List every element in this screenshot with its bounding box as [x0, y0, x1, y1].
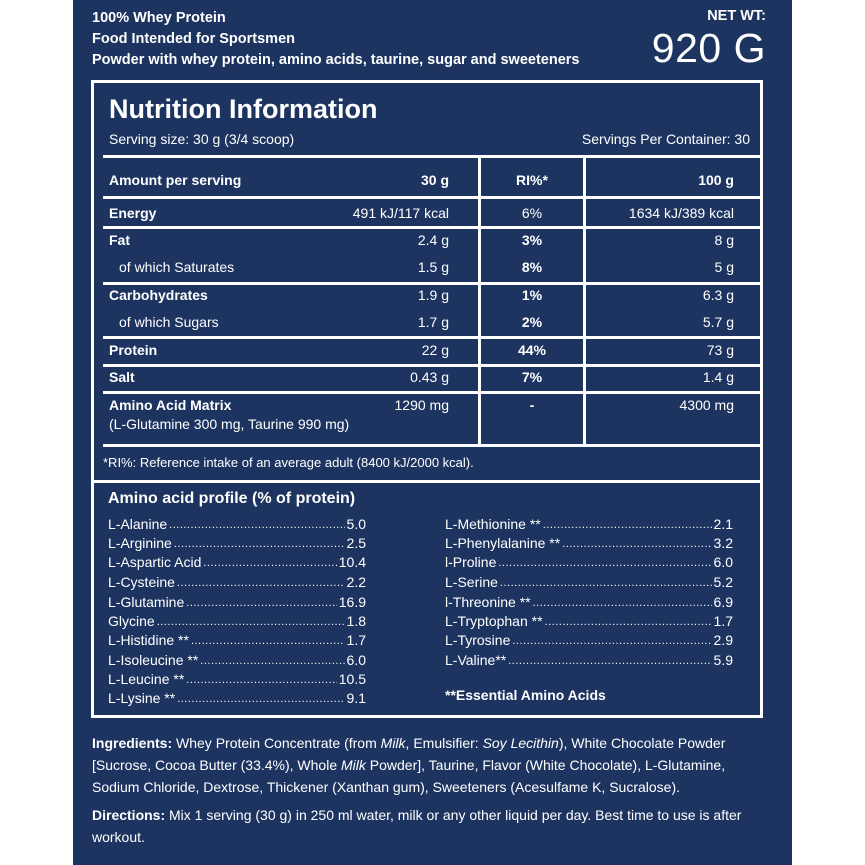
rule	[103, 196, 760, 199]
amino-row	[445, 551, 733, 570]
amino-row	[108, 649, 366, 668]
amino-row	[445, 571, 733, 590]
rule	[103, 155, 760, 158]
nutrient-per-100: 1634 kJ/389 kcal	[628, 205, 734, 221]
ingredients-text: , Emulsifier:	[405, 735, 483, 751]
directions-text: Mix 1 serving (30 g) in 250 ml water, milk or any other liquid per day. Best time to use is after workout.	[92, 807, 742, 845]
nutrient-name: Amino Acid Matrix	[109, 397, 232, 413]
col-header-amount: Amount per serving	[109, 172, 242, 188]
amino-value: 6.0	[713, 554, 733, 570]
amino-row	[445, 610, 733, 629]
amino-row	[108, 668, 366, 687]
leader-dots	[533, 596, 712, 610]
amino-name: L-Isoleucine **	[108, 652, 199, 668]
serving-size: Serving size: 30 g (3/4 scoop)	[109, 131, 295, 147]
nutrient-per-100: 5 g	[714, 259, 734, 275]
amino-row	[445, 532, 733, 551]
amino-name: L-Arginine	[108, 535, 172, 551]
leader-dots	[498, 556, 711, 570]
amino-value: 5.2	[713, 574, 733, 590]
ingredients-text: Whey Protein Concentrate (from	[172, 735, 381, 751]
amino-name: L-Alanine	[108, 516, 168, 532]
amino-name: l-Threonine **	[445, 594, 531, 610]
leader-dots	[177, 692, 344, 706]
leader-dots	[157, 615, 345, 629]
amino-row	[108, 687, 366, 706]
leader-dots	[186, 673, 336, 687]
product-description: Powder with whey protein, amino acids, taurine, sugar and sweeteners	[92, 52, 580, 68]
nutrient-name: Fat	[109, 232, 130, 248]
nutrient-per-serving: 1.5 g	[417, 259, 449, 275]
nutrient-per-100: 6.3 g	[702, 287, 734, 303]
ingredients-label: Ingredients:	[92, 735, 173, 751]
amino-value: 5.9	[713, 652, 733, 668]
directions	[92, 804, 772, 848]
nutrient-per-100: 8 g	[714, 232, 734, 248]
rule	[94, 480, 760, 483]
leader-dots	[545, 615, 712, 629]
col-header-per-100: 100 g	[698, 172, 734, 188]
amino-value: 1.7	[713, 613, 733, 629]
amino-name: L-Aspartic Acid	[108, 554, 202, 570]
amino-value: 10.5	[338, 671, 366, 687]
amino-value: 2.5	[346, 535, 366, 551]
rule	[103, 364, 760, 367]
rule	[103, 336, 760, 339]
amino-profile-title: Amino acid profile (% of protein)	[108, 490, 356, 507]
ingredients-text: ), White Chocolate Powder [Sucrose, Cocoa Butter (33.4%), Whole	[92, 735, 726, 773]
column-divider	[583, 155, 586, 447]
leader-dots	[203, 556, 336, 570]
ingredients	[92, 732, 772, 798]
leader-dots	[186, 596, 336, 610]
directions-label: Directions:	[92, 807, 166, 823]
amino-value: 10.4	[338, 554, 366, 570]
product-name: 100% Whey Protein	[92, 10, 226, 26]
amino-value: 16.9	[338, 594, 366, 610]
amino-value: 1.8	[346, 613, 366, 629]
nutrient-per-100: 73 g	[706, 342, 734, 358]
nutrient-per-serving: 491 kJ/117 kcal	[352, 205, 449, 221]
nutrient-ri: 8%	[521, 259, 543, 275]
amino-value: 2.9	[713, 632, 733, 648]
amino-name: l-Proline	[445, 554, 497, 570]
leader-dots	[169, 518, 344, 532]
amino-row	[108, 591, 366, 610]
nutrition-title: Nutrition Information	[109, 94, 378, 124]
amino-row	[108, 629, 366, 648]
amino-value: 5.0	[346, 516, 366, 532]
nutrient-name: Carbohydrates	[109, 287, 208, 303]
essential-amino-note: **Essential Amino Acids	[445, 687, 606, 703]
rule	[103, 391, 760, 394]
amino-row	[445, 513, 733, 532]
amino-row	[445, 629, 733, 648]
nutrient-per-serving: 1.7 g	[417, 314, 449, 330]
leader-dots	[174, 537, 345, 551]
amino-value: 3.2	[713, 535, 733, 551]
nutrient-name: Protein	[109, 342, 158, 358]
nutrient-ri: -	[529, 397, 535, 413]
amino-name: L-Tryptophan **	[445, 613, 543, 629]
amino-row	[108, 532, 366, 551]
product-header	[92, 8, 580, 71]
nutrient-subtext: (L-Glutamine 300 mg, Taurine 990 mg)	[109, 416, 350, 432]
leader-dots	[200, 654, 344, 668]
amino-row	[108, 571, 366, 590]
nutrient-per-serving: 22 g	[421, 342, 449, 358]
nutrient-name: Energy	[109, 205, 157, 221]
nutrient-per-serving: 1290 mg	[394, 397, 449, 413]
ingredients-allergen: Milk	[380, 735, 406, 751]
amino-row	[108, 513, 366, 532]
ingredients-allergen: Soy Lecithin	[482, 735, 559, 751]
nutrient-ri: 1%	[521, 287, 543, 303]
amino-name: L-Phenylalanine **	[445, 535, 561, 551]
nutrient-per-serving: 0.43 g	[410, 369, 449, 385]
nutrient-name: of which Sugars	[119, 314, 219, 330]
rule	[103, 226, 760, 229]
nutrient-per-100: 1.4 g	[702, 369, 734, 385]
rule	[103, 444, 760, 447]
ingredients-text: Powder], Taurine, Flavor (White Chocolate), L-Glutamine, Sodium Chloride, Dextrose, Thickener (Xanthan gum), Sweeteners (Acesulfame K, Sucralose).	[92, 757, 726, 795]
net-weight-value: 920 G	[651, 25, 766, 71]
col-header-ri: RI%*	[516, 172, 548, 188]
nutrient-per-serving: 2.4 g	[417, 232, 449, 248]
nutrient-ri: 7%	[521, 369, 543, 385]
amino-name: L-Cysteine	[108, 574, 175, 590]
amino-value: 9.1	[346, 690, 366, 706]
nutrient-name: Salt	[109, 369, 135, 385]
net-weight-label: NET WT:	[707, 8, 766, 24]
nutrient-ri: 44%	[517, 342, 547, 358]
amino-name: L-Leucine **	[108, 671, 185, 687]
amino-name: L-Valine**	[445, 652, 507, 668]
amino-row	[445, 591, 733, 610]
servings-per-container: Servings Per Container: 30	[581, 131, 750, 147]
amino-value: 6.9	[713, 594, 733, 610]
amino-name: L-Methionine **	[445, 516, 541, 532]
amino-name: L-Glutamine	[108, 594, 185, 610]
nutrient-ri: 6%	[521, 205, 543, 221]
nutrient-per-100: 4300 mg	[679, 397, 734, 413]
leader-dots	[508, 654, 711, 668]
amino-row	[108, 551, 366, 570]
amino-value: 1.7	[346, 632, 366, 648]
amino-row	[445, 649, 733, 668]
nutrient-ri: 2%	[521, 314, 543, 330]
nutrient-per-serving: 1.9 g	[417, 287, 449, 303]
label-panel	[73, 0, 792, 865]
rule	[103, 282, 760, 285]
amino-row	[108, 610, 366, 629]
amino-name: L-Histidine **	[108, 632, 189, 648]
leader-dots	[500, 576, 712, 590]
amino-name: L-Lysine **	[108, 690, 176, 706]
amino-value: 2.2	[346, 574, 366, 590]
product-category: Food Intended for Sportsmen	[92, 31, 295, 47]
amino-name: L-Serine	[445, 574, 498, 590]
leader-dots	[562, 537, 711, 551]
amino-name: L-Tyrosine	[445, 632, 511, 648]
leader-dots	[191, 634, 345, 648]
ingredients-allergen: Milk	[341, 757, 366, 773]
ri-footnote: *RI%: Reference intake of an average adult (8400 kJ/2000 kcal).	[103, 455, 474, 470]
nutrient-name: of which Saturates	[119, 259, 235, 275]
nutrient-per-100: 5.7 g	[702, 314, 734, 330]
leader-dots	[543, 518, 712, 532]
nutrient-ri: 3%	[521, 232, 543, 248]
leader-dots	[177, 576, 345, 590]
col-header-per-serving: 30 g	[420, 172, 449, 188]
leader-dots	[512, 634, 711, 648]
amino-value: 2.1	[713, 516, 733, 532]
amino-value: 6.0	[346, 652, 366, 668]
amino-name: Glycine	[108, 613, 155, 629]
nutrition-box	[91, 80, 763, 718]
